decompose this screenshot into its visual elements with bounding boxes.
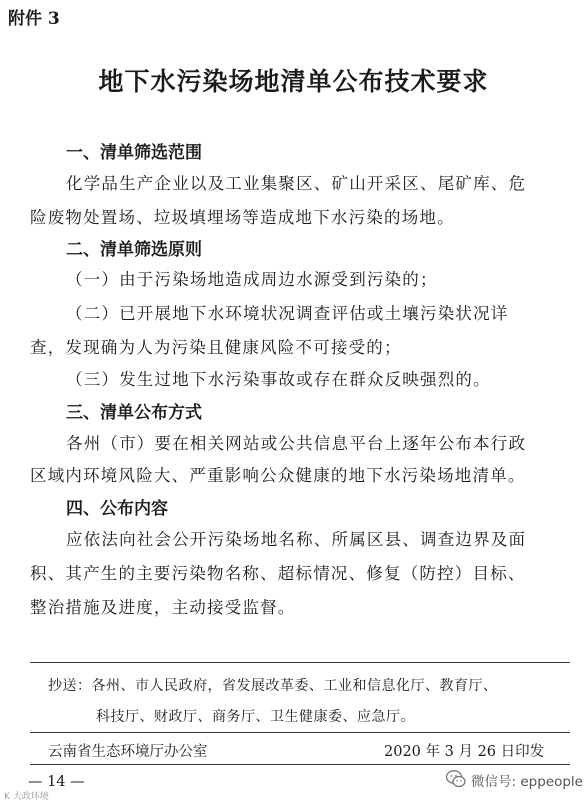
watermark-left: K 大政环境 [4,792,49,802]
wechat-icon [445,768,467,790]
cc-line-2: 科技厅、财政厅、商务厅、卫生健康委、应急厅。 [96,709,415,725]
section-4-line-1: 应依法向社会公开污染场地名称、所属区县、调查边界及面 [66,530,527,549]
section-1-heading: 一、清单筛选范围 [66,143,202,163]
section-2-line-1: （一）由于污染场地造成周边水源受到污染的； [66,270,438,289]
issue-date: 2020 年 3 月 26 日印发 [384,744,545,760]
cc-top-rule [30,662,570,663]
section-1-line-1: 化学品生产企业以及工业集聚区、矿山开采区、尾矿库、危 [66,174,527,193]
section-2-line-3: 查，发现确为人为污染且健康风险不可接受的； [30,338,402,357]
issuing-office: 云南省生态环境厅办公室 [48,744,208,760]
section-2-line-2: （二）已开展地下水环境状况调查评估或土壤污染状况详 [66,304,509,323]
cc-line-1: 抄送：各州、市人民政府，省发展改革委、工业和信息化厅、教育厅、 [48,678,498,694]
page-number: — 14 — [28,774,85,790]
section-3-line-2: 区域内环境风险大、严重影响公众健康的地下水污染场地清单。 [30,466,526,485]
section-4-heading: 四、公布内容 [66,499,168,519]
document-title: 地下水污染场地清单公布技术要求 [98,67,489,96]
section-3-line-1: 各州（市）要在相关网站或公共信息平台上逐年公布本行政 [66,434,527,453]
attachment-label: 附件 3 [8,9,60,29]
section-4-line-3: 整治措施及进度，主动接受监督。 [30,598,296,617]
section-2-line-4: （三）发生过地下水污染事故或存在群众反映强烈的。 [66,370,491,389]
section-2-heading: 二、清单筛选原则 [66,240,202,260]
footer-rule [30,764,570,765]
section-1-line-2: 险废物处置场、垃圾填埋场等造成地下水污染的场地。 [30,208,455,227]
wechat-watermark: 微信号: eppeople [471,774,583,790]
cc-bottom-rule [30,732,570,733]
section-3-heading: 三、清单公布方式 [66,403,202,423]
section-4-line-2: 积、其产生的主要污染物名称、超标情况、修复（防控）目标、 [30,564,526,583]
